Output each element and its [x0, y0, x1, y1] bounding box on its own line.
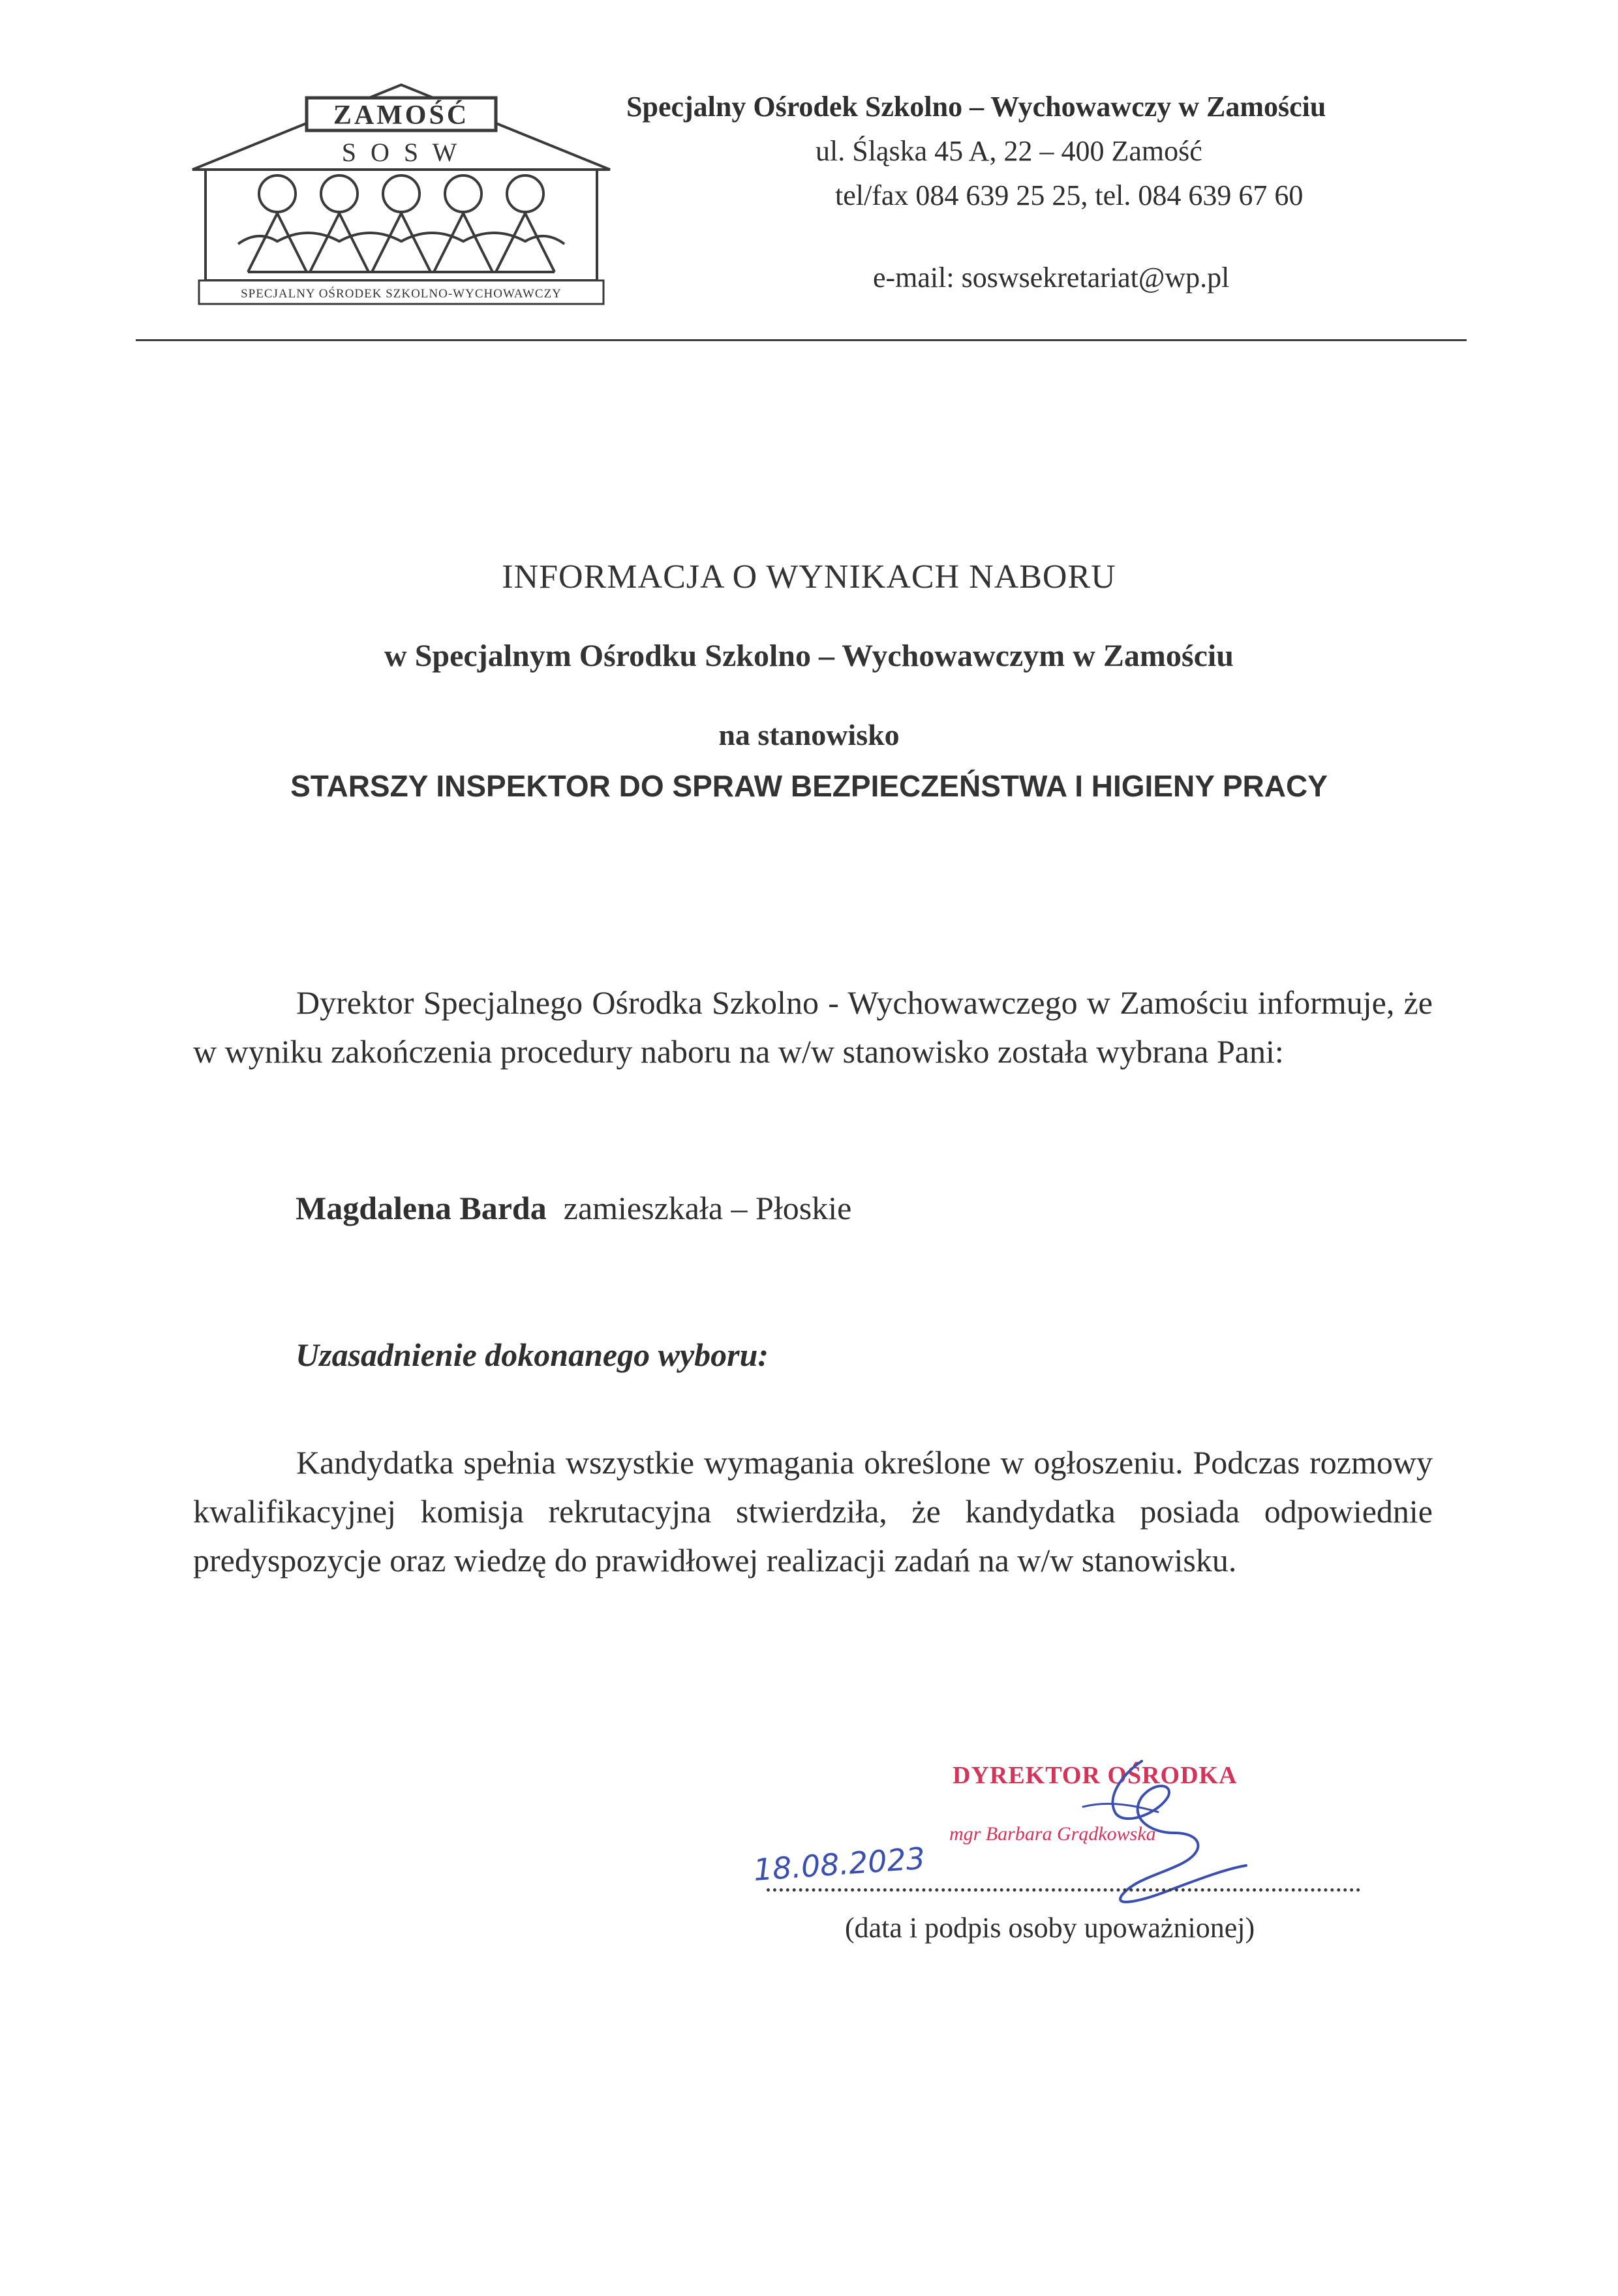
logo-city: ZAMOŚĆ [333, 100, 470, 130]
justification-heading: Uzasadnienie dokonanego wyboru: [296, 1337, 769, 1373]
document-title: INFORMACJA O WYNIKACH NABORU [502, 558, 1116, 596]
position-intro: na stanowisko [718, 718, 900, 751]
justification-paragraph: Kandydatka spełnia wszystkie wymagania określone w ogłoszeniu. Podczas rozmowy kwalifikacyjnej komisja rekrutacyjna stwierdziła, że kandydatka posiada odpowiednie predyspozycje oraz wiedzę do prawidłowej realizacji zadań na w/w stanowisku. [193, 1444, 1433, 1578]
email-label: e-mail: [873, 262, 954, 294]
institution-phone: tel/fax 084 639 25 25, tel. 084 639 67 60 [835, 179, 1304, 211]
institution-name: Specjalny Ośrodek Szkolno – Wychowawczy w Zamościu [626, 91, 1326, 123]
position-title: STARSZY INSPEKTOR DO SPRAW BEZPIECZEŃSTWA I HIGIENY PRACY [290, 769, 1328, 803]
signature-scribble-icon [1044, 1735, 1259, 1931]
header-divider [136, 339, 1467, 341]
stamp-title: DYREKTOR OŚRODKA [953, 1762, 1238, 1789]
logo-footer: SPECJALNY OŚRODEK SZKOLNO-WYCHOWAWCZY [241, 287, 562, 301]
stamp-name: mgr Barbara Grądkowska [949, 1823, 1156, 1845]
candidate-residence: zamieszkała – Płoskie [563, 1190, 852, 1226]
handwritten-signature [1044, 1735, 1259, 1931]
intro-paragraph: Dyrektor Specjalnego Ośrodka Szkolno - Wychowawczego w Zamościu informuje, że w wyniku zakończenia procedury naboru na w/w stanowisko została wybrana Pani: [193, 984, 1433, 1070]
document-subtitle: w Specjalnym Ośrodku Szkolno – Wychowawczym w Zamościu [384, 639, 1234, 673]
signature-dotted-line [767, 1888, 1360, 1892]
letterhead-contact [626, 85, 1461, 300]
institution-email-line [873, 256, 1461, 300]
signature-caption: (data i podpis osoby upoważnionej) [845, 1912, 1255, 1944]
institution-logo [186, 73, 617, 309]
institution-address: ul. Śląska 45 A, 22 – 400 Zamość [816, 135, 1202, 167]
signature-date: 18.08.2023 [752, 1840, 926, 1888]
candidate-name: Magdalena Barda [296, 1190, 547, 1226]
email-address: soswsekretariat@wp.pl [961, 262, 1230, 294]
logo-abbr: S O S W [341, 138, 461, 167]
school-building-with-children-icon [186, 73, 617, 309]
chosen-candidate [296, 1184, 851, 1233]
